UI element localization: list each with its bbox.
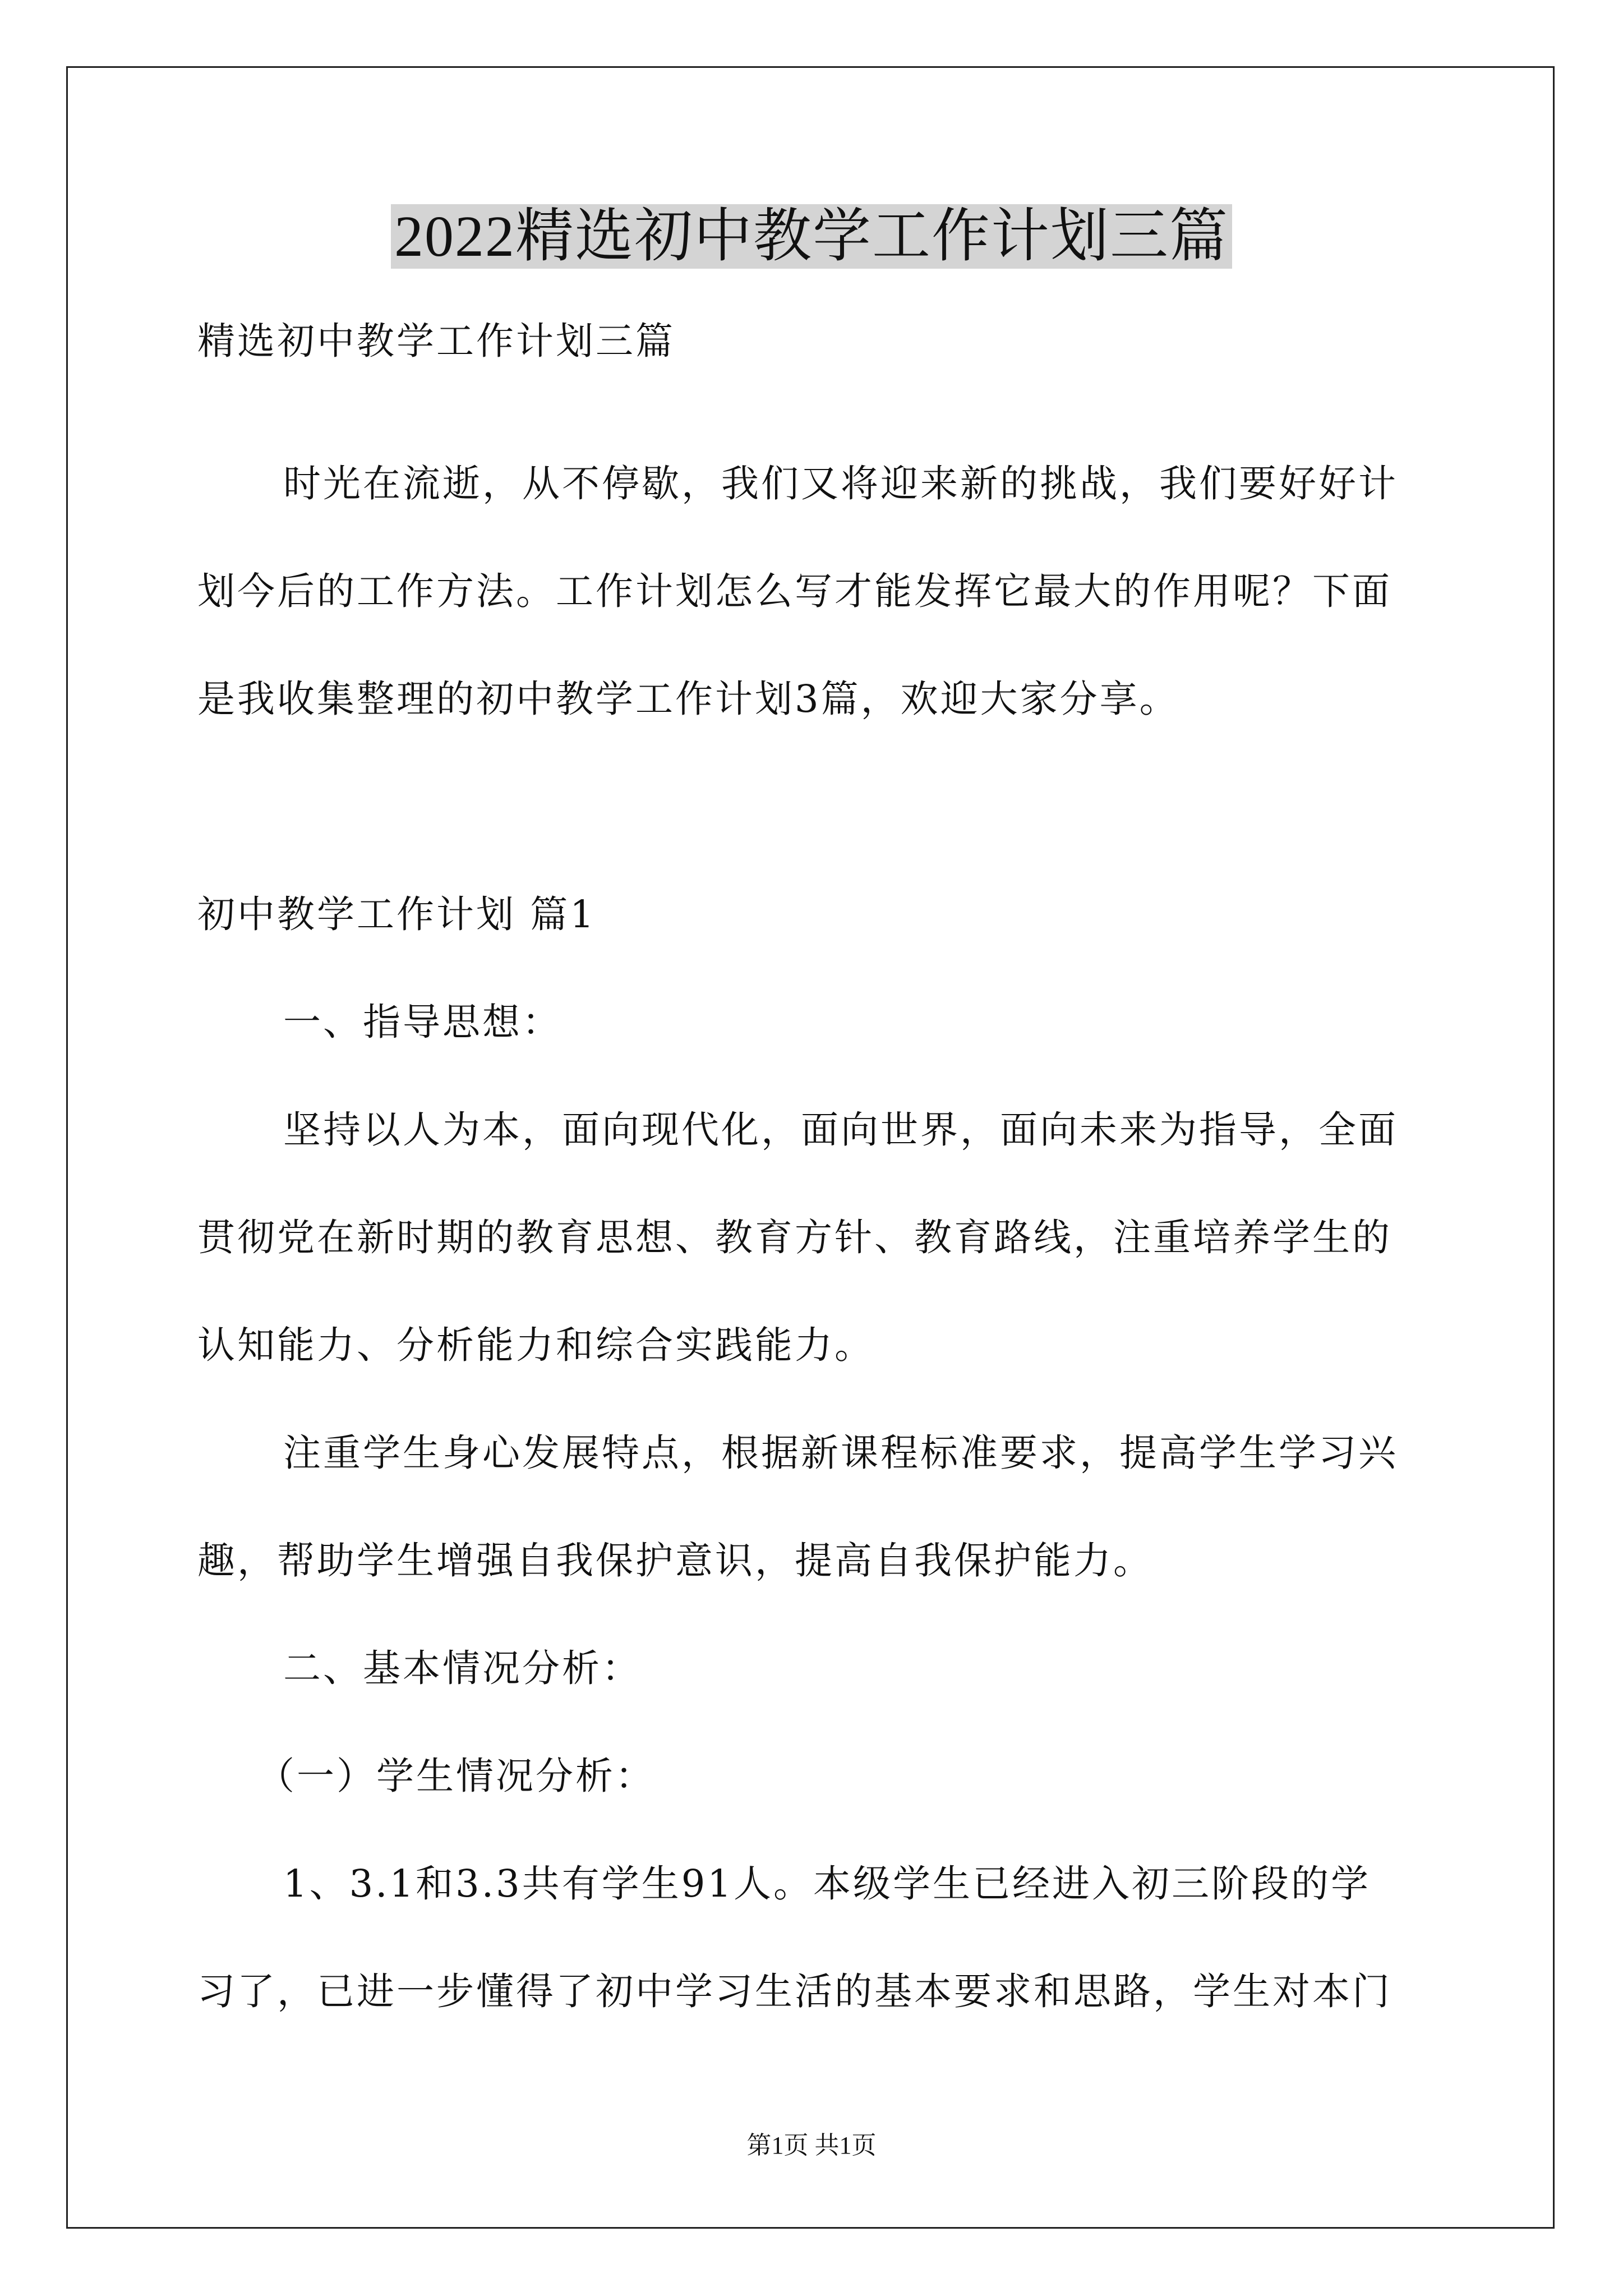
document-subtitle: 精选初中教学工作计划三篇 [197, 319, 675, 363]
para-1-line-3: 认知能力、分析能力和综合实践能力。 [197, 1323, 874, 1367]
para-1-line-1: 坚持以人为本，面向现代化，面向世界，面向未来为指导，全面 [283, 1108, 1398, 1152]
heading-guiding-ideology: 一、指导思想： [283, 1000, 562, 1044]
page-footer: 第1页 共1页 [746, 2132, 877, 2159]
intro-line-2: 划今后的工作方法。工作计划怎么写才能发挥它最大的作用呢？下面 [197, 569, 1392, 613]
para-2-line-1: 注重学生身心发展特点，根据新课程标准要求，提高学生学习兴 [283, 1431, 1398, 1475]
para-3-line-1: 1、3.1和3.3共有学生91人。本级学生已经进入初三阶段的学 [283, 1862, 1371, 1906]
heading-situation-analysis: 二、基本情况分析： [283, 1646, 642, 1690]
para-3-line-2: 习了，已进一步懂得了初中学习生活的基本要求和思路，学生对本门 [197, 1970, 1392, 2013]
subheading-student-analysis: （一）学生情况分析： [257, 1754, 655, 1798]
para-2-line-2: 趣，帮助学生增强自我保护意识，提高自我保护能力。 [197, 1539, 1153, 1582]
document-title [0, 197, 1623, 276]
intro-line-1: 时光在流逝，从不停歇，我们又将迎来新的挑战，我们要好好计 [283, 462, 1398, 505]
document-title-text: 2022精选初中教学工作计划三篇 [391, 204, 1232, 269]
intro-line-3: 是我收集整理的初中教学工作计划3篇，欢迎大家分享。 [197, 677, 1179, 721]
para-1-line-2: 贯彻党在新时期的教育思想、教育方针、教育路线，注重培养学生的 [197, 1216, 1392, 1259]
section-heading: 初中教学工作计划 篇1 [197, 892, 596, 936]
